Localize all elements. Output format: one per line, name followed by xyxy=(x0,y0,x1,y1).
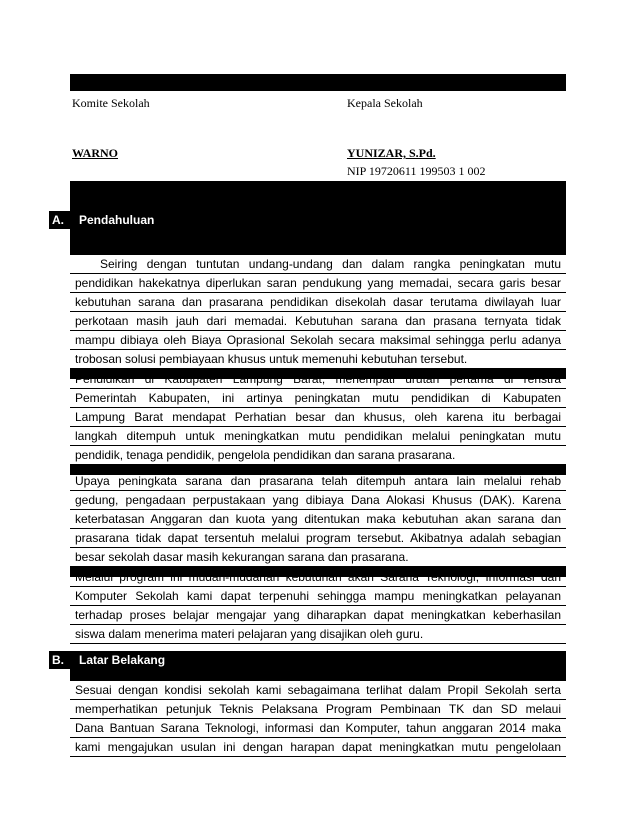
text-line: Komputer Sekolah kami dapat terpenuhi sehingga mampu meningkatkan pelayanan xyxy=(70,587,566,606)
principal-nip: NIP 19720611 199503 1 002 xyxy=(347,164,486,178)
text-line: Seiring dengan tuntutan undang-undang dan dalam rangka peningkatan mutu xyxy=(70,255,566,274)
section-b-paragraph-1 xyxy=(70,681,566,757)
section-a-heading xyxy=(49,211,566,229)
text-line: besar sekolah dasar masih kekurangan sarana dan prasarana. xyxy=(70,548,566,567)
filler-rows xyxy=(70,229,566,255)
section-a-title: Pendahuluan xyxy=(79,213,155,227)
section-b-title: Latar Belakang xyxy=(79,653,166,667)
text-line: Pemerintah Kabupaten, ini artinya peningkatan mutu pendidikan di Kabupaten xyxy=(70,389,566,408)
filler-rows xyxy=(70,181,566,211)
text-line: Melalui program ini mudah-mudahan kebutuhan akan Sarana Teknologi, Informasi dan xyxy=(70,568,566,587)
section-a-letter: A. xyxy=(52,213,64,227)
text-line: siswa dalam menerima materi pelajaran yang disajikan oleh guru. xyxy=(70,625,566,644)
text-line: Upaya peningkata sarana dan prasarana telah ditempuh antara lain melalui rehab xyxy=(70,472,566,491)
text-line: trobosan solusi pembiayaan khusus untuk memenuhi kebutuhan tersebut. xyxy=(70,350,566,369)
section-a-paragraph-3 xyxy=(70,472,566,567)
text-line: pendidikan hakekatnya diperlukan saran pendukung yang memadai, secara garis besar xyxy=(70,274,566,293)
text-line: Dana Bantuan Sarana Teknologi, informasi dan Komputer, tahun anggaran 2014 maka xyxy=(70,719,566,738)
text-line: Lampung Barat mendapat Perhatian besar dan khusus, oleh karena itu berbagai xyxy=(70,408,566,427)
section-a-paragraph-1 xyxy=(70,255,566,369)
text-line: Sesuai dengan kondisi sekolah kami sebagaimana terlihat dalam Propil Sekolah serta xyxy=(70,681,566,700)
section-a-paragraph-2 xyxy=(70,370,566,465)
committee-name: WARNO xyxy=(72,146,119,160)
section-a-paragraph-4 xyxy=(70,568,566,644)
text-line: Pendidikan di Kabupaten Lampung Barat, menempati urutan pertama di renstra xyxy=(70,370,566,389)
text-line: terhadap proses belajar mengajar yang diharapkan dapat meningkatkan keberhasilan xyxy=(70,606,566,625)
text-line: langkah ditempuh untuk meningkatkan mutu pendidikan melalui peningkatan mutu xyxy=(70,427,566,446)
filler-rows xyxy=(70,669,566,681)
committee-title: Komite Sekolah xyxy=(72,96,150,110)
principal-name: YUNIZAR, S.Pd. xyxy=(347,146,436,160)
text-line: prasarana tidak dapat tersentuh melalui program tersebut. Akibatnya adalah sebagian xyxy=(70,529,566,548)
text-line: perkotaan masih jauh dari memadai. Kebutuhan sarana dan prasana ternyata tidak xyxy=(70,312,566,331)
text-line: kami mengajukan usulan ini dengan harapan dapat meningkatkan mutu pengelolaan xyxy=(70,738,566,757)
text-line: gedung, pengadaan perpustakaan yang dibiaya Dana Alokasi Khusus (DAK). Karena xyxy=(70,491,566,510)
text-line: memperhatikan petunjuk Teknis Pelaksana Program Pembinaan TK dan SD melaui xyxy=(70,700,566,719)
principal-title: Kepala Sekolah xyxy=(347,96,423,110)
section-b-heading xyxy=(49,651,566,669)
text-line: mampu dibiaya oleh Biaya Oprasional Sekolah secara maksimal sehingga perlu adanya xyxy=(70,331,566,350)
text-line: kebutuhan sarana dan prasarana pendidikan disekolah dasar terutama diwilayah luar xyxy=(70,293,566,312)
section-b-letter: B. xyxy=(52,653,64,667)
table-header-bar xyxy=(70,74,566,91)
text-line: keterbatasan Anggaran dan kuota yang ditentukan maka kebutuhan akan sarana dan xyxy=(70,510,566,529)
text-line: pendidik, tenaga pendidik, pengelola pendidikan dan sarana prasarana. xyxy=(70,446,566,465)
